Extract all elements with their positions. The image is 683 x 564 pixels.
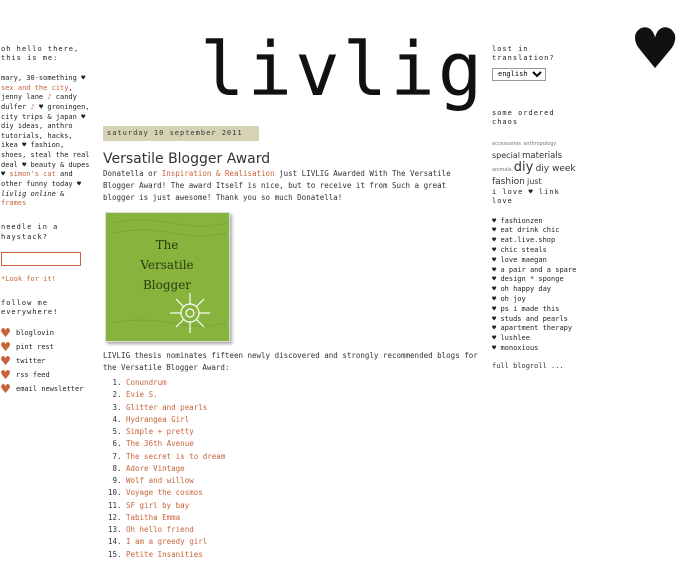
about-link[interactable]: frames [1,199,27,208]
follow-item-label: twitter [16,357,46,366]
nominates-text: LIVLIG thesis nominates fifteen newly discovered and strongly recommended blogs for the Versatile Blogger Award: [103,351,478,372]
search-heading: needle in a haystack? [1,223,59,241]
nominee-item [126,475,479,487]
about-text-part: ♥ [81,73,86,82]
link-love-item[interactable] [492,334,580,344]
heart-icon: ♥ [492,304,501,313]
nominee-link[interactable]: Wolf and willow [126,476,194,485]
tag-link[interactable]: animals [492,166,512,173]
about-link[interactable]: ♪ [47,93,52,102]
nominee-item [126,451,479,463]
heart-icon: ♥ [1,380,11,399]
heart-icon: ♥ [1,324,11,343]
link-love-item[interactable] [492,324,580,334]
link-love-label: eat drink chic [500,226,560,235]
follow-item-label: pint rest [16,343,54,352]
tag-link[interactable]: materials [522,150,563,161]
inspiration-link[interactable]: Inspiration & Realisation [161,169,275,178]
heart-icon: ♥ [492,324,501,333]
heart-icon: ♥ [492,314,501,323]
follow-item[interactable] [1,324,93,343]
tag-link[interactable]: diy week [535,163,576,174]
heart-icon: ♥ [492,275,501,284]
right-sidebar [492,45,580,371]
link-love-label: eat.live.shop [500,236,556,245]
link-love-item[interactable] [492,344,580,354]
badge-line-2: Versatile [140,258,194,272]
badge-line-3: Blogger [142,278,192,292]
link-love-item[interactable] [492,315,580,325]
tag-link[interactable]: fashion [492,176,525,187]
link-love-label: chic steals [500,246,547,255]
link-love-item[interactable] [492,295,580,305]
nominee-link[interactable]: Voyage the cosmos [126,488,203,498]
link-love-label: apartment therapy [500,324,573,333]
heart-icon: ♥ [1,366,11,385]
tags-heading: some ordered chaos [492,108,555,127]
nominee-link[interactable]: Evie S. [126,390,158,400]
versatile-blogger-badge [105,212,230,342]
language-select[interactable] [492,68,546,81]
left-sidebar [1,45,93,397]
about-text-part: mary, 30-something [1,73,82,82]
link-love-label: studs and pearls [500,314,568,323]
nominee-link[interactable]: Hydrangea Girl [126,414,190,424]
intro-text-2: just LIVLIG Awarded With The Versatile Blogger Award! The award Itself is nice, but to receive it from Such a great blogger is just awesome! Thank you so much Donatella! [103,169,451,202]
link-love-label: love maegan [500,255,547,264]
heart-icon: ♥ [1,352,11,371]
nominee-link[interactable]: Tabitha Emma [126,512,181,522]
heart-icon: ♥ [492,236,501,245]
nominee-link[interactable]: I am a greedy girl [126,537,208,547]
about-text-part: livlig online [1,189,56,198]
heart-icon: ♥ [492,216,501,225]
nominee-item [126,414,479,426]
follow-item[interactable] [1,352,93,371]
follow-item[interactable] [1,366,93,385]
heart-icon: ♥ [492,246,501,255]
nominee-item [126,377,479,389]
about-text [1,74,93,209]
about-link[interactable]: ♪ [30,102,35,111]
link-love-list [492,217,580,354]
follow-item-label: rss feed [16,371,50,380]
link-love-item[interactable] [492,236,580,246]
link-love-heading: i love ♥ link love [492,187,560,206]
heart-icon: ♥ [492,255,501,264]
nominee-link[interactable]: Oh hello friend [126,525,194,534]
translate-heading: lost in translation? [492,45,555,63]
nominee-item [126,487,479,499]
nominee-item [126,549,479,561]
link-love-label: a pair and a spare [500,265,577,274]
nominee-link[interactable]: Adore Vintage [126,463,185,473]
follow-item-label: email newsletter [16,385,84,394]
heart-icon: ♥ [492,343,501,352]
search-input[interactable] [1,252,81,266]
logo-text: livlig [200,27,486,113]
about-link[interactable]: simon's cat [9,170,56,179]
post-body [103,168,479,561]
nominee-item [126,402,479,414]
nominee-list [103,377,479,561]
about-text-part: candy dulfer [1,93,77,111]
nominee-link[interactable]: SF girl by bay [126,500,190,510]
link-love-label: oh happy day [500,285,552,294]
link-love-label: monoxious [500,343,539,352]
nominee-link[interactable]: The 36th Avenue [126,439,194,449]
nominee-item [126,524,479,536]
link-love-label: fashionzen [500,216,543,225]
full-blogroll-link[interactable]: full blogroll ... [492,361,564,370]
link-love-item[interactable] [492,217,580,227]
main-content [103,126,479,561]
nominee-item [126,500,479,512]
follow-list [1,324,93,399]
about-text-part: ♥ groningen, city trips & japan ♥ diy ideas, anthro tutorials, hacks, ikea ♥ fashion, shoes, steal the real deal ♥ beauty & dupes ♥ [1,102,90,179]
nominee-item [126,389,479,401]
nominee-link[interactable]: Conundrum [126,378,167,387]
heart-icon: ♥ [492,285,501,294]
heart-icon: ♥ [492,295,501,303]
post-title[interactable]: Versatile Blogger Award [103,151,271,167]
nominee-item [126,426,479,438]
tag-link[interactable]: special [492,150,520,160]
post-date: saturday 10 september 2011 [103,126,259,141]
link-love-item[interactable] [492,256,580,266]
link-love-label: lushlee [500,334,530,343]
badge-line-1: The [155,238,179,252]
about-text-part: & [55,189,65,198]
nominee-link[interactable]: Petite Insanities [126,549,203,559]
about-link[interactable]: sex and the city [1,83,69,92]
link-love-label: design * sponge [500,275,564,284]
about-text-part: , jenny lane [1,83,73,102]
tag-link[interactable]: accessories [492,140,522,147]
nominee-link[interactable]: Glitter and pearls [126,402,208,412]
link-love-label: oh joy [500,295,526,303]
nominee-item [126,438,479,450]
nominee-item [126,536,479,548]
follow-heading: follow me everywhere! [1,298,59,317]
tag-cloud [492,138,580,188]
link-love-item[interactable] [492,285,580,295]
nominee-link[interactable]: Simple + pretty [126,427,194,436]
link-love-item[interactable] [492,266,580,276]
link-love-item[interactable] [492,226,580,236]
intro-text-1: Donatella or [103,169,162,178]
about-heading: oh hello there, this is me: [1,45,80,63]
tag-link[interactable]: diy [513,159,534,175]
link-love-item[interactable] [492,275,580,285]
follow-item[interactable] [1,338,93,357]
heart-icon: ♥ [492,226,501,235]
search-button[interactable]: *Look for it! [1,274,56,283]
nominee-link[interactable]: The secret is to dream [126,451,226,461]
heart-icon: ♥ [492,334,501,343]
follow-item[interactable] [1,380,93,399]
heart-icon: ♥ [630,17,683,82]
tag-link[interactable]: anthropology [523,140,557,147]
link-love-item[interactable] [492,246,580,256]
nominee-item [126,463,479,475]
heart-icon: ♥ [492,265,501,274]
link-love-label: ps i made this [500,304,560,313]
nominee-item [126,512,479,524]
tag-link[interactable]: just [527,176,542,186]
heart-icon: ♥ [1,338,11,357]
link-love-item[interactable] [492,305,580,315]
follow-item-label: bloglovin [16,329,54,338]
about-text-part: and other funny today ♥ [1,170,82,189]
